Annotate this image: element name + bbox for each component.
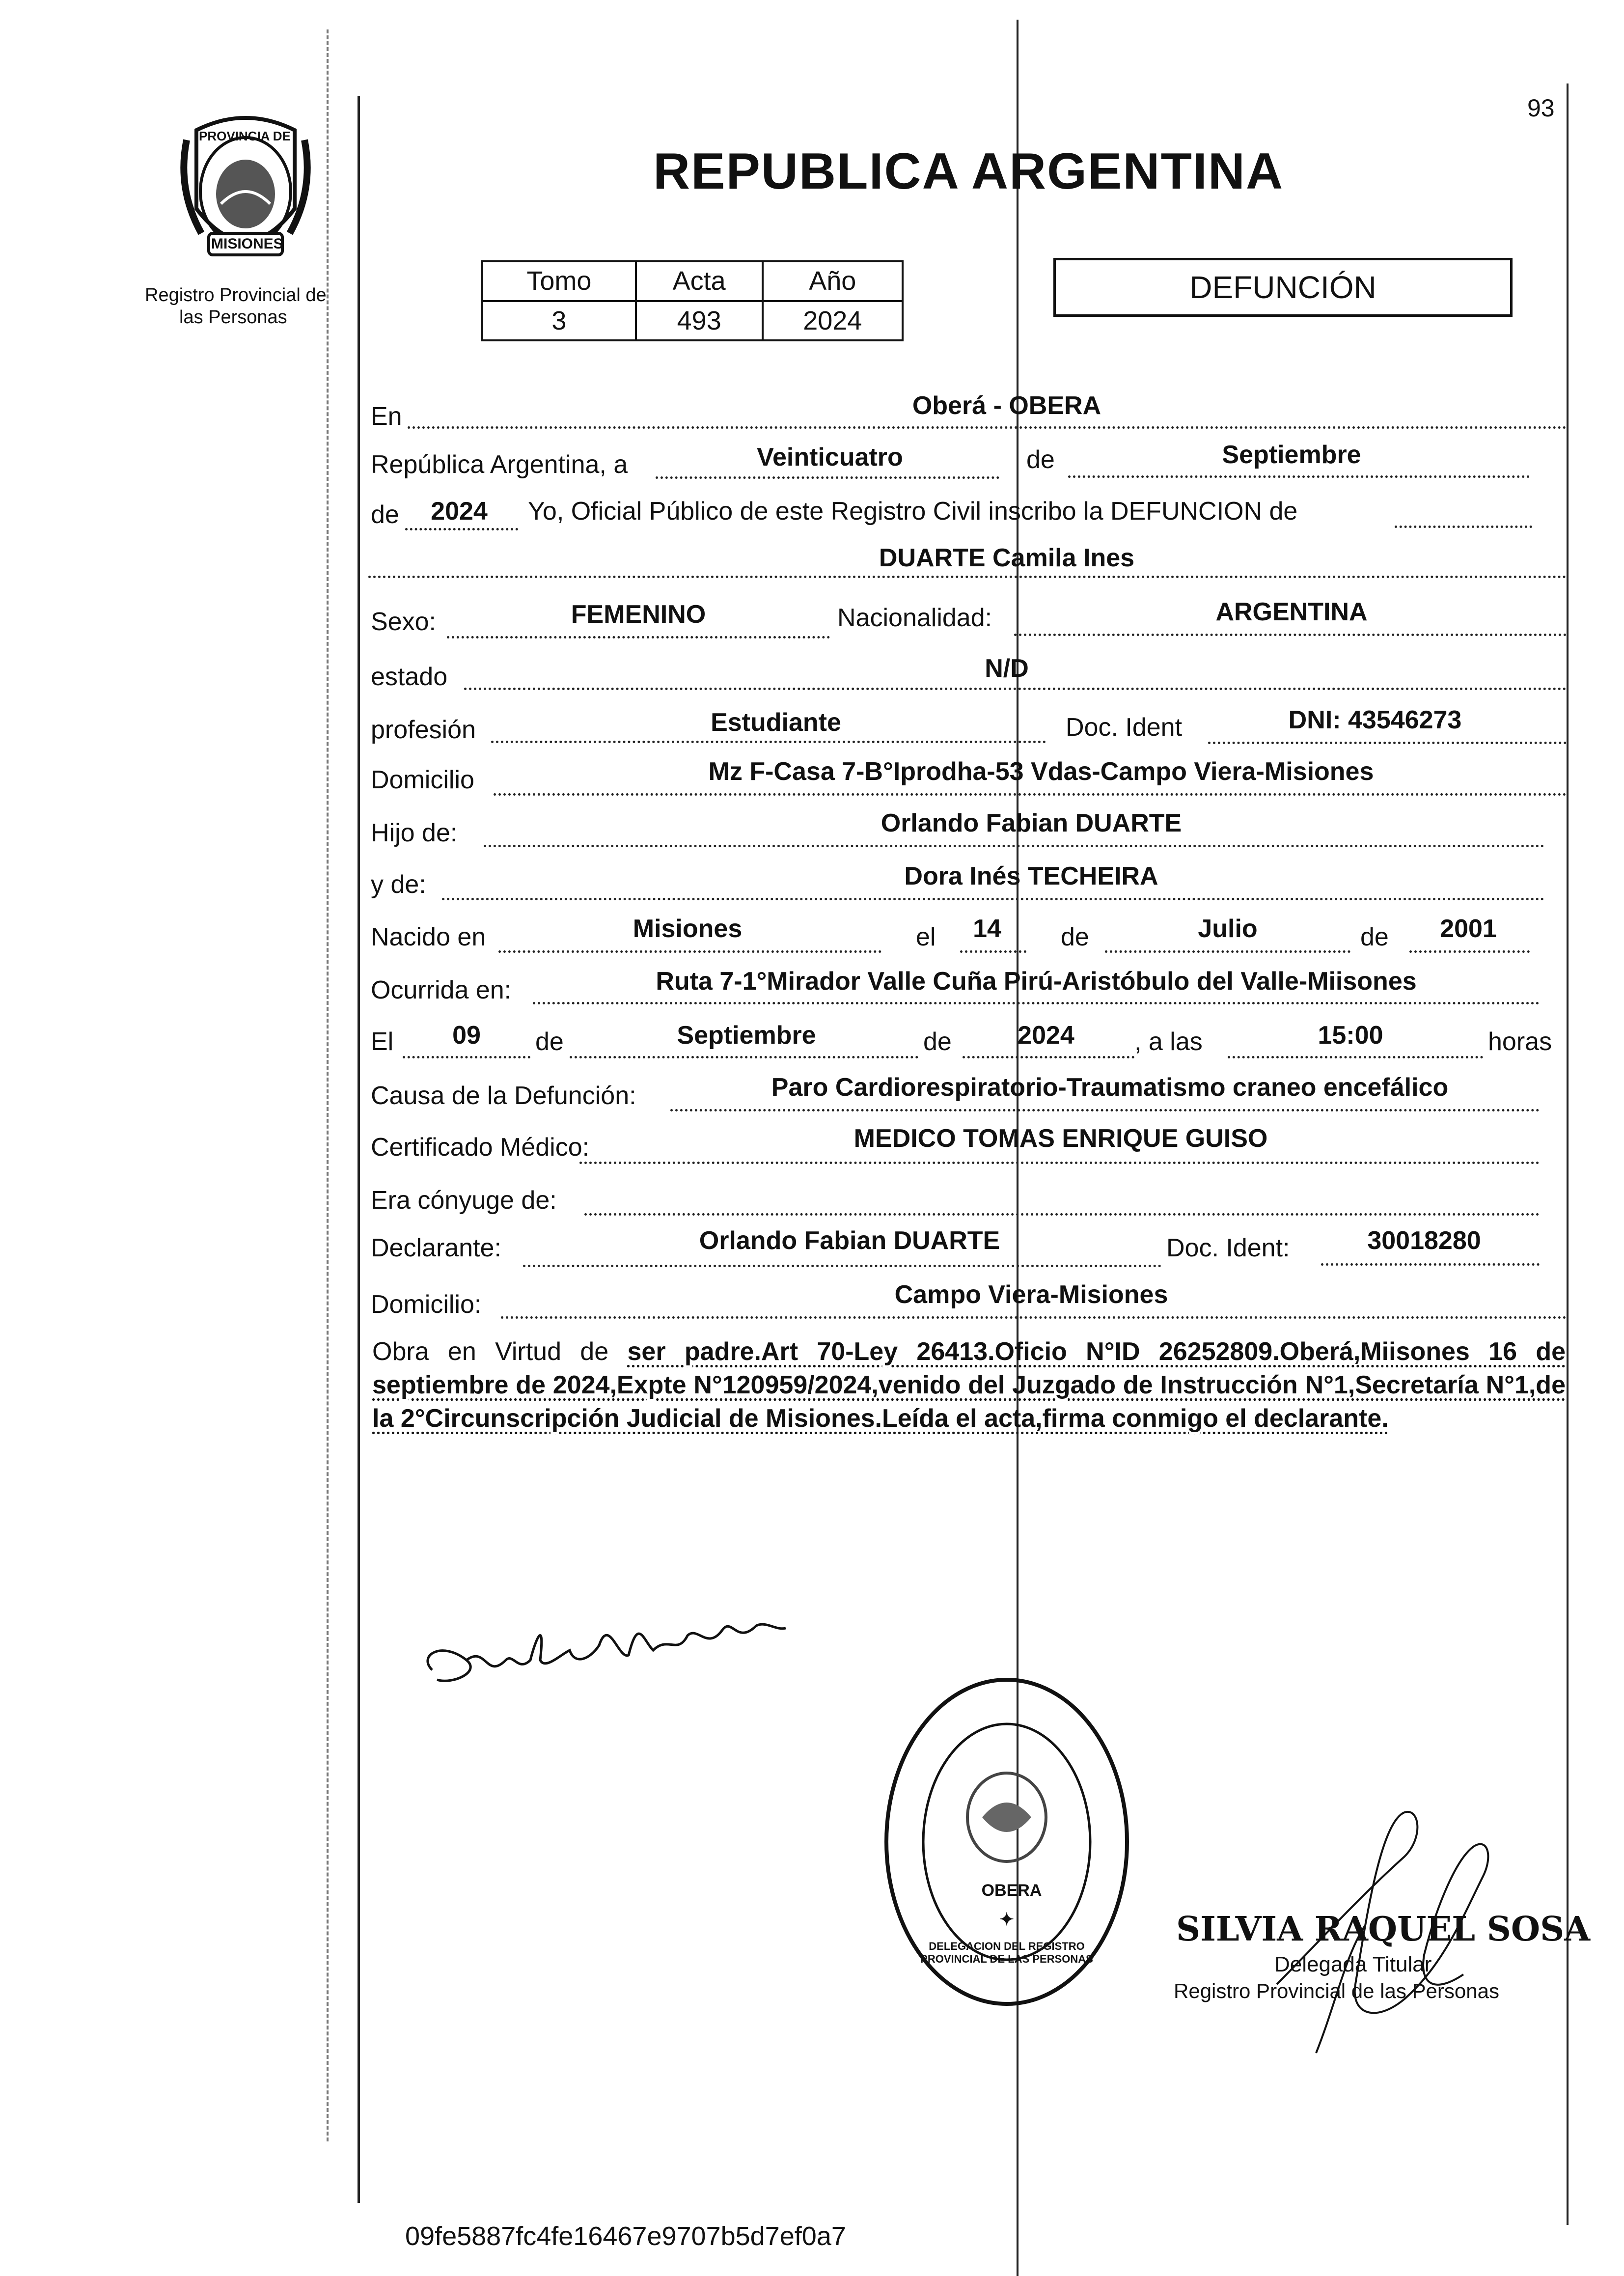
- value-year: 2024: [431, 497, 488, 526]
- value-nac-day: 14: [973, 915, 1001, 943]
- svg-text:✦: ✦: [999, 1909, 1015, 1929]
- value-nac-year: 2001: [1440, 915, 1497, 943]
- dots-nacido: [498, 950, 881, 953]
- dots-doc: [1208, 742, 1567, 744]
- stamp-ring-text: DELEGACION DEL REGISTRO PROVINCIAL DE LAS PERSONAS: [920, 1940, 1093, 1966]
- label-hijo: Hijo de:: [371, 819, 458, 847]
- label-obra: Obra en Virtud de: [372, 1337, 609, 1366]
- record-value-acta: 493: [636, 301, 763, 341]
- officer-name: SILVIA RAQUEL SOSA: [1176, 1910, 1590, 1949]
- label-de-2: de: [371, 500, 399, 529]
- dots-sexo: [447, 636, 830, 638]
- value-month: Septiembre: [1222, 441, 1361, 469]
- label-intro: Yo, Oficial Público de este Registro Civil inscribo la DEFUNCION de: [528, 497, 1298, 526]
- obra-paragraph: [372, 1335, 1566, 1435]
- value-doc: DNI: 43546273: [1288, 706, 1462, 734]
- declarant-signature: [413, 1586, 805, 1714]
- page-number: 93: [1527, 94, 1555, 122]
- label-doc: Doc. Ident: [1066, 713, 1183, 742]
- dots-decl-doc: [1321, 1263, 1540, 1266]
- officer-org: Registro Provincial de las Personas: [1174, 1979, 1499, 2002]
- label-ocurrida: Ocurrida en:: [371, 976, 512, 1004]
- label-a-las: , a las: [1134, 1027, 1203, 1056]
- dots-def-day: [403, 1056, 530, 1058]
- dots-domicilio: [494, 793, 1567, 796]
- record-header-tomo: Tomo: [482, 261, 636, 301]
- label-def-de-2: de: [923, 1027, 952, 1056]
- label-domicilio: Domicilio: [371, 766, 474, 794]
- label-madre: y de:: [371, 870, 426, 899]
- value-day-words: Veinticuatro: [757, 443, 903, 472]
- dots-month: [1068, 475, 1530, 478]
- value-sexo: FEMENINO: [571, 600, 706, 629]
- record-value-tomo: 3: [482, 301, 636, 341]
- value-ocurrida: Ruta 7-1°Mirador Valle Cuña Pirú-Aristóbulo del Valle-Miisones: [656, 967, 1417, 996]
- value-obra: ser padre.Art 70-Ley 26413.Oficio N°ID 26252809.Oberá,Miisones 16 de septiembre de 2024,Expte N°120959/2024,venido del Juzgado de Instrucción N°1,Secretaría N°1,de la 2°Circunscripción Judicial de Misiones.Leída el acta,firma conmigo el declarante.: [372, 1337, 1566, 1433]
- left-cut-dots: [327, 29, 329, 2141]
- dots-certificado: [579, 1162, 1540, 1164]
- dots-ocurrida: [533, 1002, 1540, 1004]
- value-def-time: 15:00: [1318, 1021, 1383, 1050]
- dots-nacionalidad: [1014, 634, 1567, 636]
- label-nacionalidad: Nacionalidad:: [837, 604, 992, 632]
- value-declarante: Orlando Fabian DUARTE: [699, 1226, 1000, 1255]
- dots-en: [408, 426, 1567, 429]
- value-domicilio: Mz F-Casa 7-B°Iprodha-53 Vdas-Campo Viera-Misiones: [708, 757, 1374, 786]
- dots-causa: [670, 1109, 1540, 1111]
- officer-title: Delegada Titular: [1274, 1952, 1432, 1976]
- record-header-acta: Acta: [636, 261, 763, 301]
- label-nac-de-1: de: [1061, 923, 1089, 951]
- label-certificado: Certificado Médico:: [371, 1133, 590, 1162]
- value-def-year: 2024: [1018, 1021, 1074, 1050]
- value-def-day: 09: [452, 1021, 481, 1050]
- value-nac-month: Julio: [1198, 915, 1258, 943]
- dots-profesion: [491, 741, 1046, 743]
- dots-name: [368, 576, 1567, 578]
- label-republica: República Argentina, a: [371, 450, 628, 479]
- value-causa: Paro Cardiorespiratorio-Traumatismo craneo encefálico: [771, 1073, 1449, 1102]
- value-name: DUARTE Camila Ines: [879, 544, 1135, 572]
- registry-name-line1: Registro Provincial de: [145, 285, 327, 305]
- label-nac-de-2: de: [1360, 923, 1389, 951]
- dots-nac-year: [1409, 950, 1530, 953]
- label-declarante: Declarante:: [371, 1234, 501, 1262]
- value-nacido: Misiones: [633, 915, 743, 943]
- label-estado: estado: [371, 663, 448, 691]
- dots-declarante: [523, 1265, 1161, 1267]
- dots-intro-end: [1395, 526, 1532, 528]
- value-madre: Dora Inés TECHEIRA: [904, 862, 1158, 890]
- dots-def-year: [963, 1056, 1134, 1058]
- value-padre: Orlando Fabian DUARTE: [881, 809, 1182, 837]
- left-margin-line: [358, 96, 360, 2203]
- record-value-ano: 2024: [763, 301, 903, 341]
- record-type: DEFUNCIÓN: [1189, 270, 1376, 305]
- value-decl-domicilio: Campo Viera-Misiones: [894, 1280, 1168, 1309]
- record-header-ano: Año: [763, 261, 903, 301]
- label-el: el: [916, 923, 936, 951]
- record-table-value-row: [482, 301, 903, 341]
- value-decl-doc: 30018280: [1367, 1226, 1481, 1255]
- label-decl-domicilio: Domicilio:: [371, 1290, 482, 1319]
- dots-def-time: [1228, 1056, 1483, 1058]
- seal-text-bottom: MISIONES: [211, 236, 283, 252]
- value-nacionalidad: ARGENTINA: [1215, 598, 1368, 626]
- record-table: [481, 260, 904, 341]
- dots-def-month: [570, 1056, 918, 1058]
- document-hash: 09fe5887fc4fe16467e9707b5d7ef0a7: [405, 2221, 846, 2251]
- label-profesion: profesión: [371, 716, 476, 744]
- label-El: El: [371, 1027, 394, 1056]
- record-type-box: [1053, 258, 1513, 317]
- stamp-center-text: OBERA: [981, 1881, 1042, 1900]
- registry-name-line2: las Personas: [179, 307, 287, 328]
- dots-padre: [484, 845, 1544, 847]
- value-estado: N/D: [985, 654, 1029, 683]
- seal-text-top: PROVINCIA DE: [199, 129, 291, 143]
- dots-decl-domicilio: [501, 1316, 1567, 1319]
- label-causa: Causa de la Defunción:: [371, 1082, 636, 1110]
- label-de-1: de: [1026, 445, 1055, 474]
- dots-estado: [464, 688, 1567, 690]
- dots-madre: [442, 898, 1544, 900]
- value-profesion: Estudiante: [711, 708, 841, 737]
- label-conyuge: Era cónyuge de:: [371, 1186, 557, 1215]
- label-en: En: [371, 402, 402, 431]
- dots-conyuge: [584, 1213, 1540, 1216]
- record-table-header-row: [482, 261, 903, 301]
- value-certificado: MEDICO TOMAS ENRIQUE GUISO: [853, 1124, 1268, 1153]
- value-en: Oberá - OBERA: [912, 391, 1101, 420]
- label-horas: horas: [1488, 1027, 1552, 1056]
- label-nacido: Nacido en: [371, 923, 486, 951]
- dots-nac-month: [1105, 950, 1350, 953]
- dots-year: [405, 528, 518, 530]
- right-margin-line: [1567, 83, 1569, 2225]
- value-def-month: Septiembre: [677, 1021, 816, 1050]
- label-def-de-1: de: [535, 1027, 564, 1056]
- page-title: REPUBLICA ARGENTINA: [653, 143, 1284, 200]
- label-sexo: Sexo:: [371, 608, 436, 636]
- label-decl-doc: Doc. Ident:: [1166, 1234, 1290, 1262]
- dots-day-words: [656, 476, 999, 479]
- dots-nac-day: [960, 950, 1026, 953]
